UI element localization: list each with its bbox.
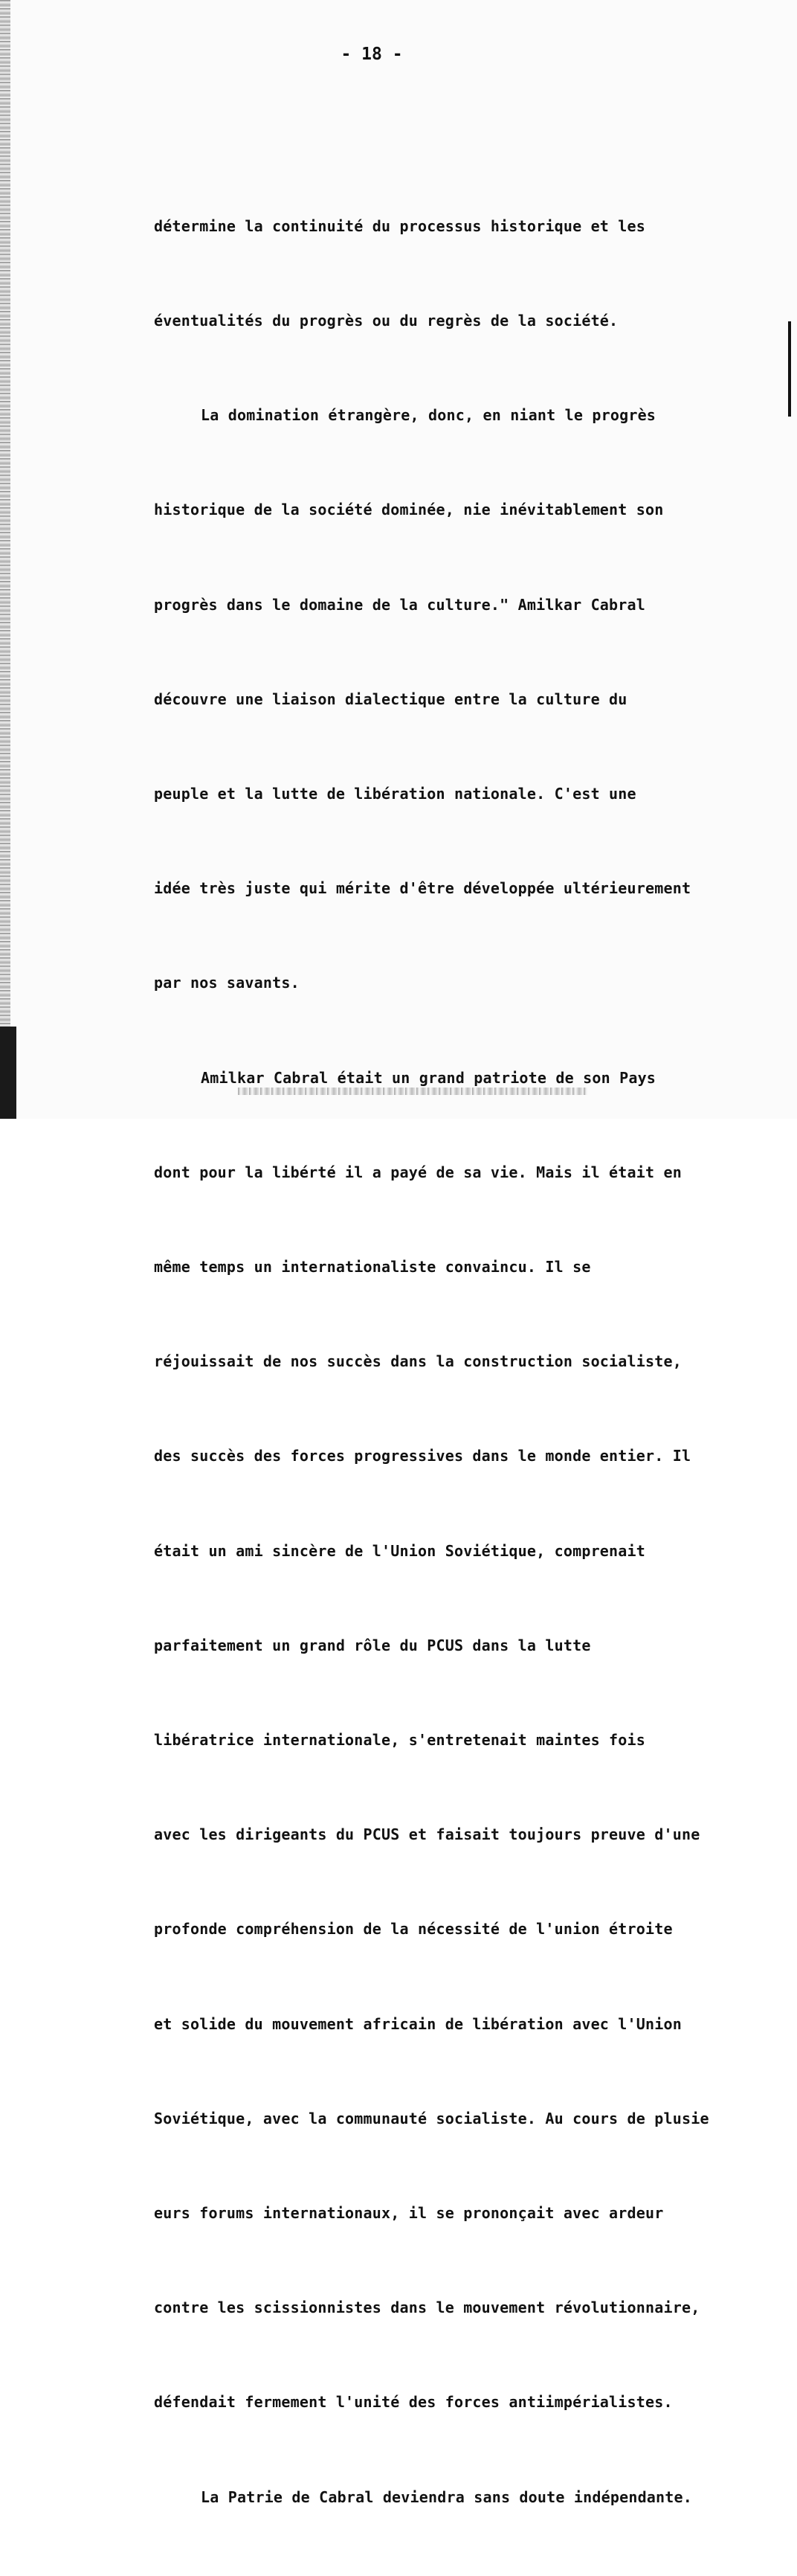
text-line: réjouissait de nos succès dans la construction socialiste, — [154, 1352, 682, 1371]
text-line: éventualités du progrès ou du regrès de la société. — [154, 312, 619, 330]
text-line: Amilkar Cabral était un grand patriote de son Pays — [201, 1068, 656, 1087]
text-line: historique de la société dominée, nie inévitablement son — [154, 501, 664, 519]
text-line: par nos savants. — [154, 974, 300, 992]
text-line: peuple et la lutte de libération nationale. C'est une — [154, 785, 636, 803]
text-line: La domination étrangère, donc, en niant le progrès — [201, 406, 656, 425]
text-line: progrès dans le domaine de la culture." Amilkar Cabral — [154, 595, 646, 614]
text-line: avec les dirigeants du PCUS et faisait toujours preuve d'une — [154, 1825, 700, 1844]
text-line: eurs forums internationaux, il se prononçait avec ardeur — [154, 2204, 664, 2223]
page-number: - 18 - — [341, 45, 403, 64]
text-line: contre les scissionnistes dans le mouvement révolutionnaire, — [154, 2299, 700, 2317]
body-text — [154, 147, 741, 2576]
scan-edge-artifact-bottom — [0, 1027, 16, 1119]
text-line: défendait fermement l'unité des forces antiimpérialistes. — [154, 2393, 673, 2412]
text-line: Soviétique, avec la communauté socialiste. Au cours de plusie — [154, 2109, 709, 2127]
text-line: et solide du mouvement africain de libération avec l'Union — [154, 2014, 682, 2033]
text-line: était un ami sincère de l'Union Soviétique, comprenait — [154, 1541, 646, 1560]
text-line: même temps un internationaliste convaincu. Il se — [154, 1258, 591, 1276]
text-line: détermine la continuité du processus historique et les — [154, 216, 646, 235]
text-line: idée très juste qui mérite d'être développée ultérieurement — [154, 879, 691, 898]
text-line: des succès des forces progressives dans le monde entier. Il — [154, 1447, 691, 1465]
text-line: La Patrie de Cabral deviendra sans doute indépendante. — [201, 2487, 693, 2506]
text-line: dont pour la libérté il a payé de sa vie. Mais il était en — [154, 1163, 682, 1181]
text-line: profonde compréhension de la nécessité de l'union étroite — [154, 1920, 673, 1939]
margin-mark — [788, 321, 791, 417]
text-line: découvre une liaison dialectique entre la culture du — [154, 690, 627, 708]
text-line: libératrice internationale, s'entretenait maintes fois — [154, 1731, 646, 1750]
scan-edge-artifact — [0, 0, 10, 1119]
text-line: parfaitement un grand rôle du PCUS dans la lutte — [154, 1636, 591, 1654]
